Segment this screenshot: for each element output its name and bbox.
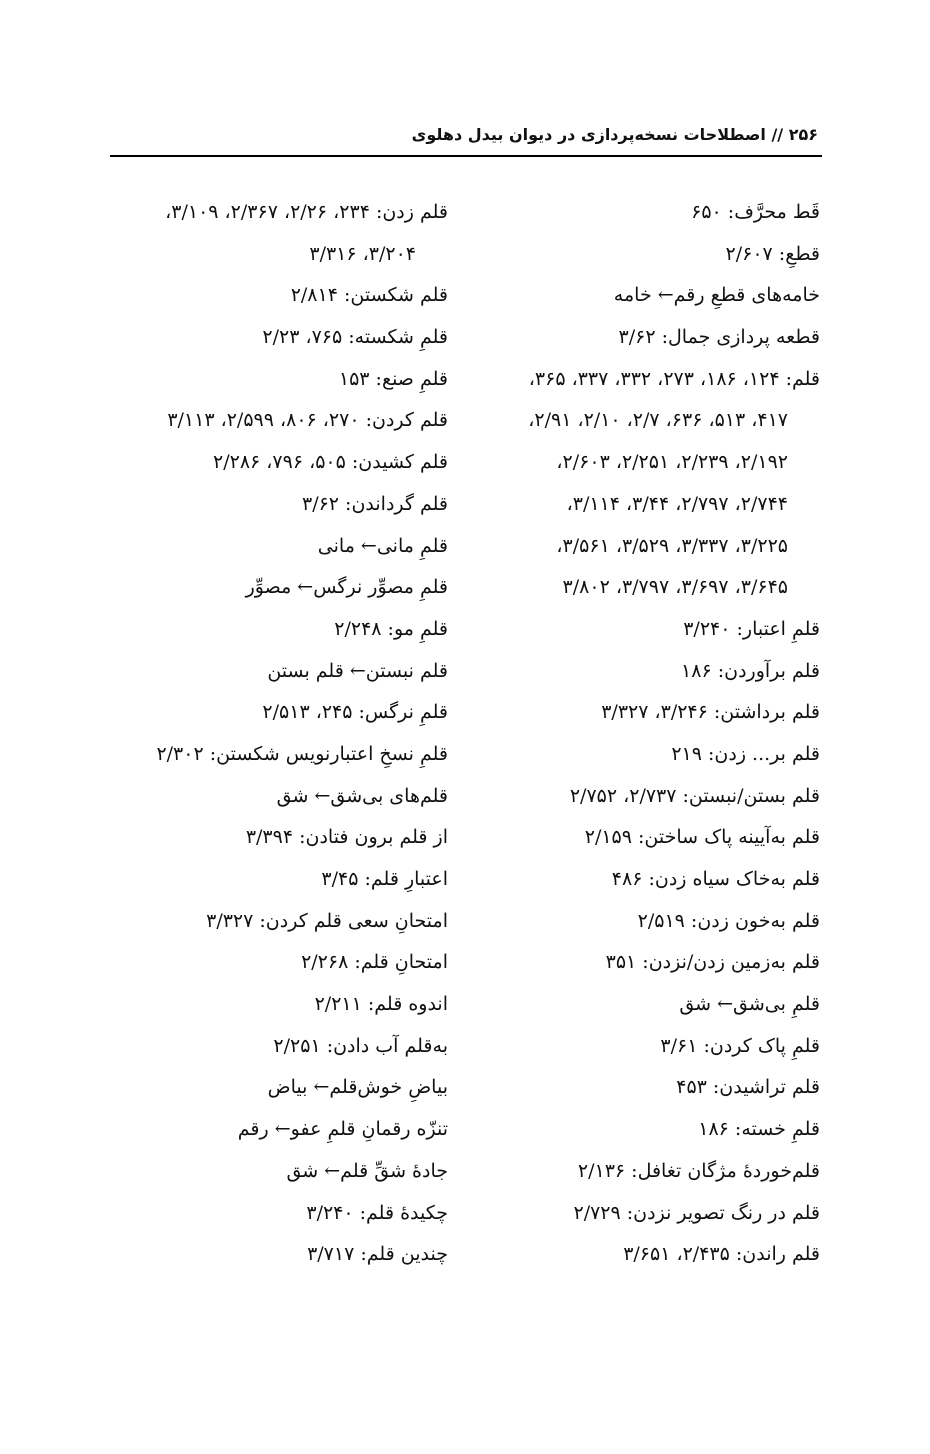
- index-entry: قلمِ اعتبار: ۳/۲۴۰: [683, 617, 820, 640]
- index-entry: قلم: ۱۲۴، ۱۸۶، ۲۷۳، ۳۳۲، ۳۳۷، ۳۶۵،: [528, 367, 820, 390]
- index-entry: به‌قلم آب دادن: ۲/۲۵۱: [273, 1034, 448, 1057]
- index-entry: چندین قلم: ۳/۷۱۷: [307, 1243, 448, 1266]
- index-entry: قلمِ نسخِ اعتبارنویس شکستن: ۲/۳۰۲: [156, 742, 448, 765]
- index-entry: قلم بستن/نبستن: ۲/۷۳۷، ۲/۷۵۲: [569, 784, 820, 807]
- index-entry: قلمِ مانی← مانی: [317, 534, 448, 557]
- index-entry: اعتبارِ قلم: ۳/۴۵: [321, 868, 448, 890]
- index-entry: قلم به‌آیینه پاک ساختن: ۲/۱۵۹: [584, 826, 820, 849]
- index-entry: بیاضِ خوش‌قلم← بیاض: [267, 1076, 448, 1099]
- index-entry: خامه‌های قطعِ رقم← خامه: [613, 284, 820, 307]
- index-entry: امتحانِ سعی قلم کردن: ۳/۳۲۷: [206, 909, 448, 932]
- index-entry: قلم گرداندن: ۳/۶۲: [301, 492, 448, 515]
- index-entry: قلمِ مو: ۲/۲۴۸: [334, 617, 448, 640]
- index-entry-continuation: ۲/۱۹۲، ۲/۲۳۹، ۲/۲۵۱، ۲/۶۰۳،: [556, 451, 788, 474]
- index-entry: قلمِ خسته: ۱۸۶: [698, 1118, 820, 1141]
- index-entry: قلمِ شکسته: ۷۶۵، ۲/۲۳: [262, 326, 448, 349]
- index-entry: قلم شکستن: ۲/۸۱۴: [290, 284, 448, 307]
- index-entry: اندوه قلم: ۲/۲۱۱: [314, 993, 448, 1016]
- index-entry: قلم به‌خون زدن: ۲/۵۱۹: [637, 909, 820, 932]
- index-entry: قلم‌خوردهٔ مژگان تغافل: ۲/۱۳۶: [577, 1159, 820, 1182]
- index-entry: قلم بر... زدن: ۲۱۹: [671, 742, 820, 765]
- index-entry: قلم تراشیدن: ۴۵۳: [676, 1076, 820, 1099]
- index-entry: قلمِ بی‌شق← شق: [679, 993, 820, 1016]
- index-entry: قلم به‌زمین زدن/نزدن: ۳۵۱: [605, 951, 820, 974]
- index-entry: قلم به‌خاک سیاه زدن: ۴۸۶: [611, 868, 820, 890]
- index-entry: قلم نبستن← قلم بستن: [267, 659, 448, 682]
- index-entry: قطعه پردازی جمال: ۳/۶۲: [618, 326, 820, 349]
- index-entry: قلمِ پاک کردن: ۳/۶۱: [660, 1034, 820, 1057]
- index-entry: امتحانِ قلم: ۲/۲۶۸: [301, 951, 448, 974]
- index-entry: قلمِ نرگس: ۲۴۵، ۲/۵۱۳: [262, 701, 448, 724]
- index-entry: قلمِ صنع: ۱۵۳: [338, 367, 448, 390]
- index-entry-continuation: ۲/۷۴۴، ۲/۷۹۷، ۳/۴۴، ۳/۱۱۴،: [566, 492, 788, 515]
- index-column-left: [98, 192, 448, 1276]
- index-entry: چکیدهٔ قلم: ۳/۲۴۰: [306, 1201, 448, 1224]
- index-entry: قلم‌های بی‌شق← شق: [276, 784, 448, 807]
- index-entry: قلم برآوردن: ۱۸۶: [681, 659, 820, 682]
- index-entry: قلم در رنگ تصویر نزدن: ۲/۷۲۹: [573, 1201, 820, 1224]
- running-header: ۲۵۶ // اصطلاحات نسخه‌پردازی در دیوان بیدل دهلوی: [411, 125, 818, 144]
- index-column-right: [490, 192, 820, 1276]
- index-entry: قلم راندن: ۲/۴۳۵، ۳/۶۵۱: [623, 1243, 820, 1266]
- index-entry: قلم برداشتن: ۳/۲۴۶، ۳/۳۲۷: [601, 701, 820, 724]
- index-entry-continuation: ۳/۶۴۵، ۳/۶۹۷، ۳/۷۹۷، ۳/۸۰۲: [562, 576, 788, 599]
- index-entry: قلم کشیدن: ۵۰۵، ۷۹۶، ۲/۲۸۶: [213, 451, 448, 474]
- index-entry: از قلم برون فتادن: ۳/۳۹۴: [245, 826, 448, 849]
- index-entry: قَط محرَّف: ۶۵۰: [691, 201, 820, 223]
- header-rule: [110, 155, 822, 157]
- index-entry: قلم کردن: ۲۷۰، ۸۰۶، ۲/۵۹۹، ۳/۱۱۳: [167, 409, 448, 432]
- index-entry-continuation: ۳/۲۰۴، ۳/۳۱۶: [309, 242, 416, 265]
- index-entry-continuation: ۴۱۷، ۵۱۳، ۶۳۶، ۲/۷، ۲/۱۰، ۲/۹۱،: [528, 409, 788, 432]
- index-entry-continuation: ۳/۲۲۵، ۳/۳۳۷، ۳/۵۲۹، ۳/۵۶۱،: [556, 534, 788, 557]
- index-entry: قطعِ: ۲/۶۰۷: [725, 242, 820, 265]
- index-entry: قلمِ مصوِّر نرگس← مصوِّر: [245, 576, 448, 599]
- index-entry: تنزّه رقمانِ قلمِ عفو← رقم: [237, 1118, 448, 1141]
- index-entry: قلم زدن: ۲۳۴، ۲/۲۶، ۲/۳۶۷، ۳/۱۰۹،: [165, 201, 448, 223]
- index-entry: جادهٔ شقِّ قلم← شق: [286, 1159, 448, 1182]
